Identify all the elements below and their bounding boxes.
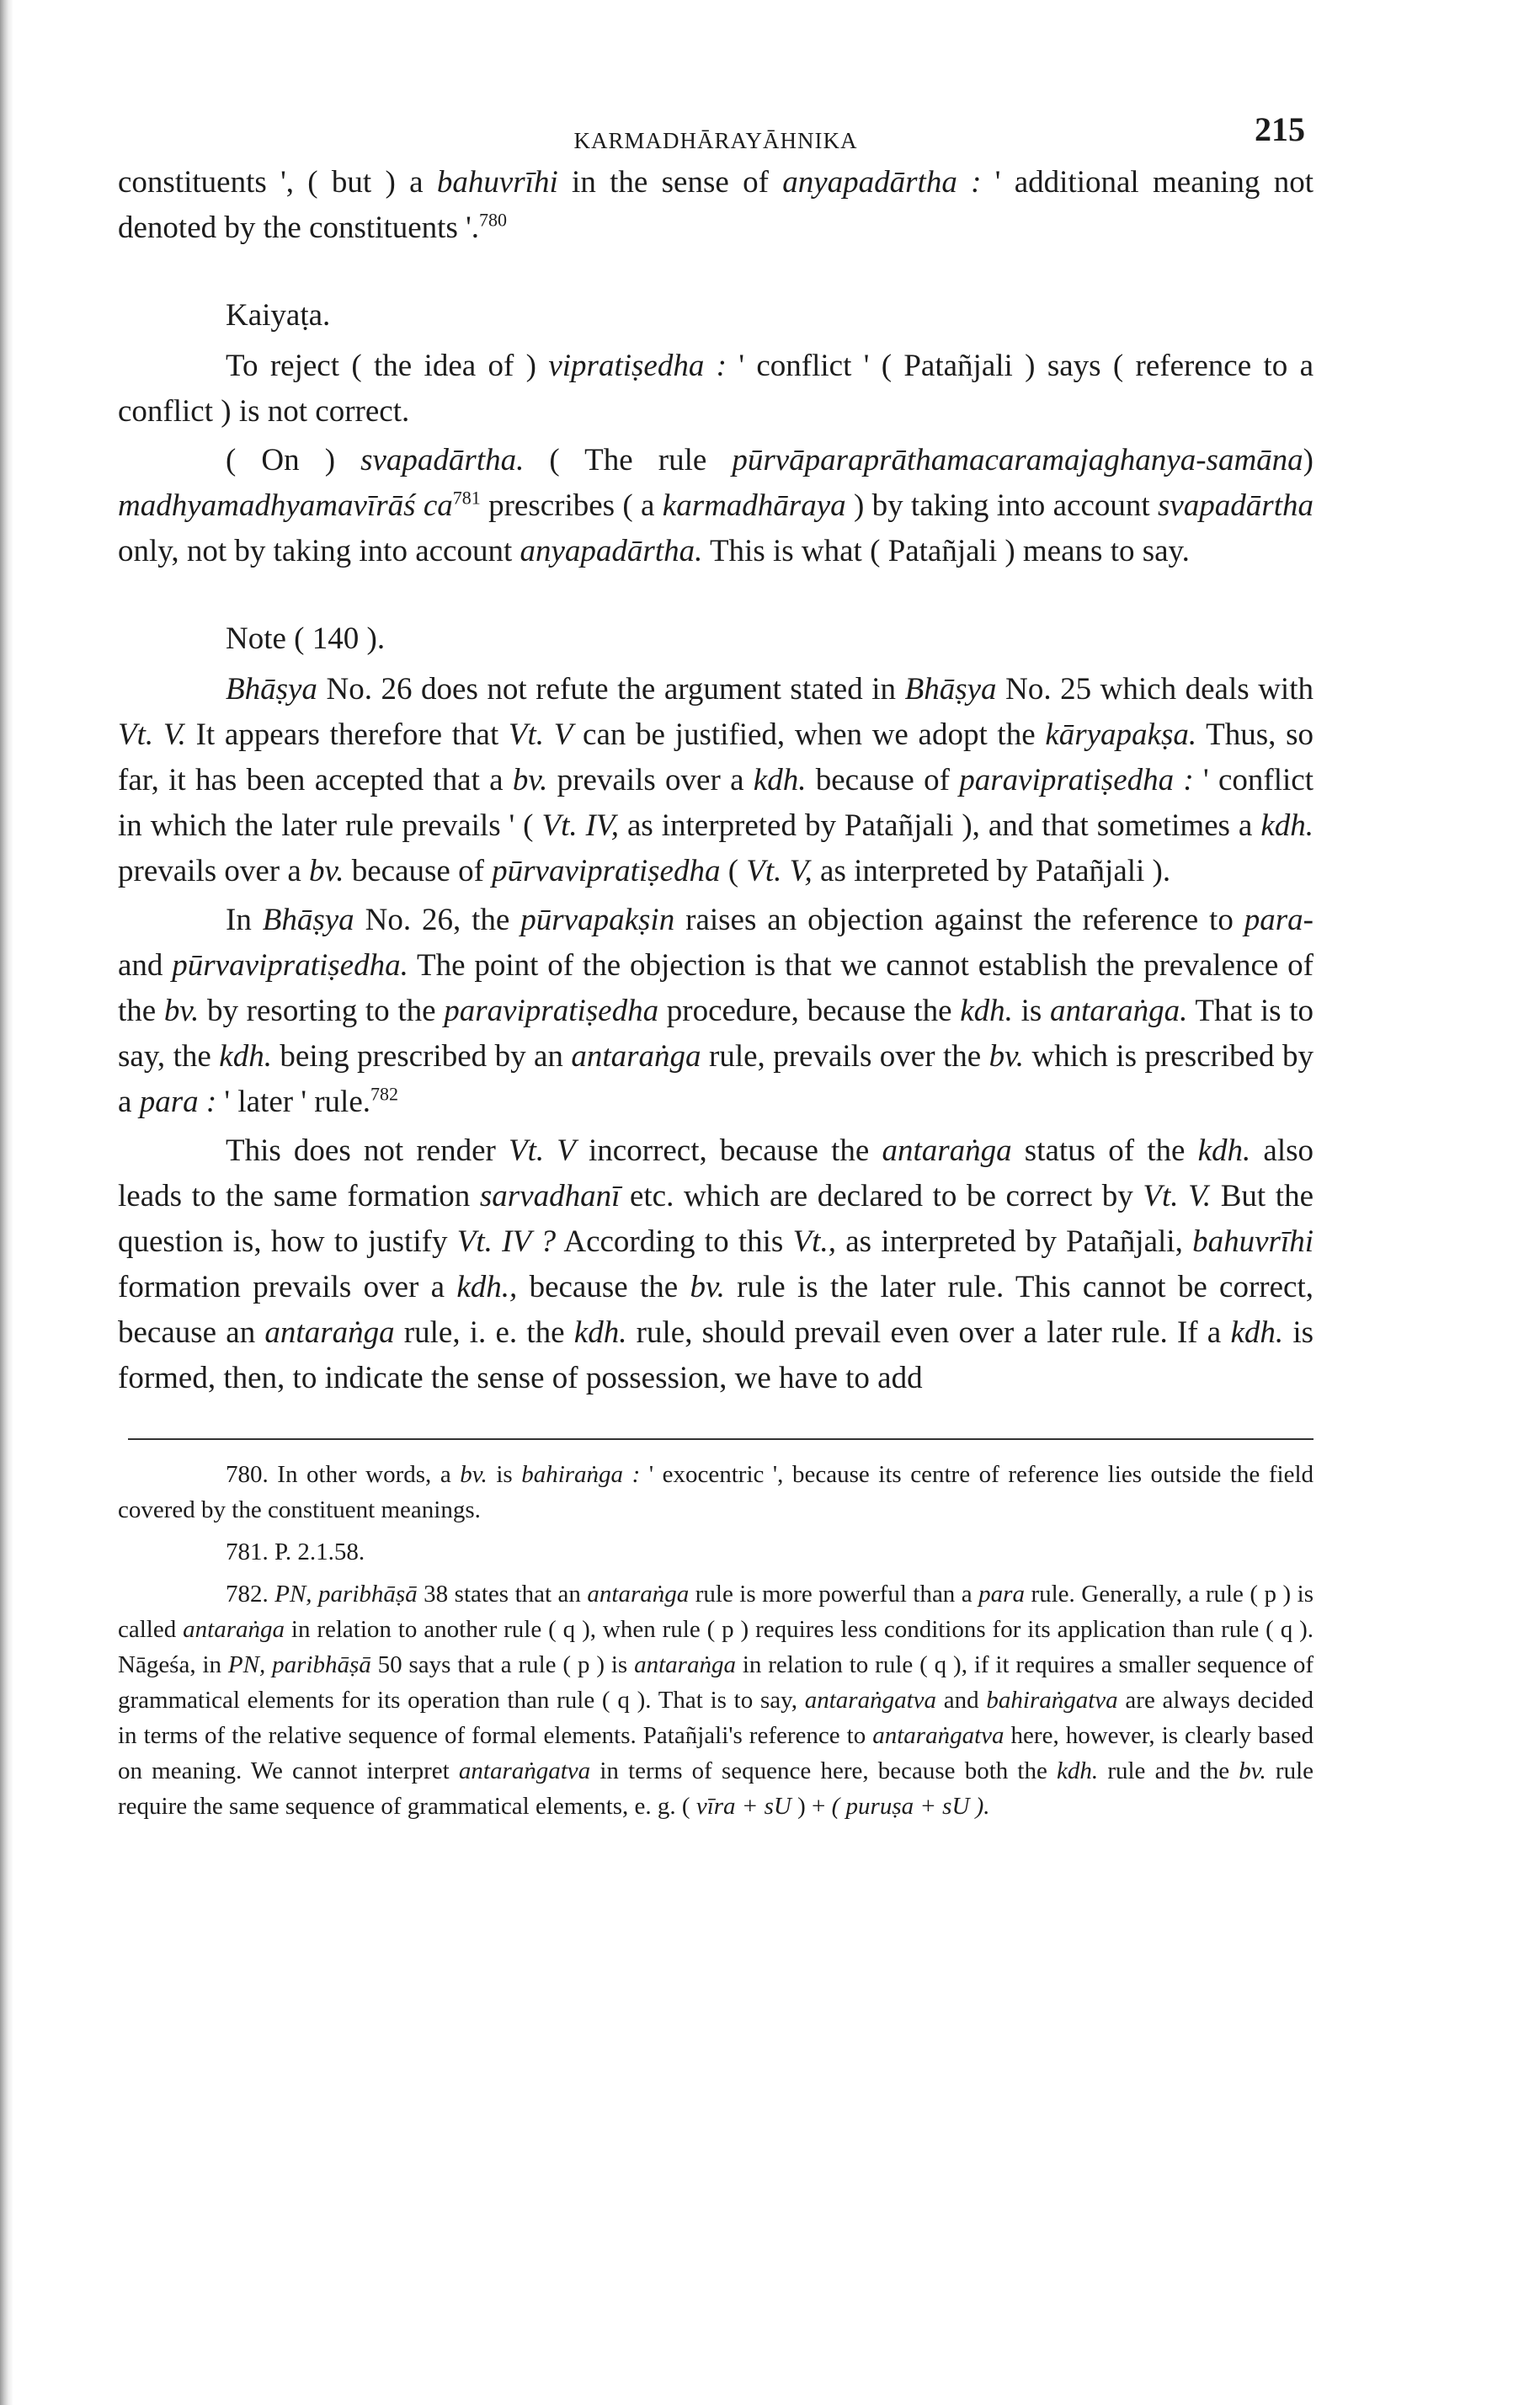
text-run: antaraṅgatva — [458, 1757, 591, 1784]
text-run: para — [978, 1581, 1025, 1608]
text-run: PN, paribhāṣā — [274, 1581, 418, 1608]
text-run: svapadārtha — [1157, 488, 1314, 523]
page-number: 215 — [1255, 110, 1305, 148]
text-run: are always decided in terms of the relative sequence of formal elements. Patañjali's reference to — [118, 1687, 1314, 1749]
text-run: ) — [1303, 443, 1314, 477]
paragraph — [118, 344, 1314, 435]
text-run: as interpreted by Patañjali ), and that sometimes a — [618, 808, 1261, 843]
text-run: incorrect, because the — [575, 1133, 882, 1168]
text-run: bv. — [690, 1270, 725, 1304]
text-run: kdh. — [219, 1039, 272, 1074]
text-run: para : — [139, 1085, 217, 1119]
text-run: and — [936, 1687, 987, 1714]
section-heading — [118, 293, 1314, 339]
text-run: in relation to another rule ( q ), when rule ( p ) requires less conditions for its application than rule ( q ). Nāgeśa, in — [118, 1616, 1314, 1678]
text-run: Vt. IV, — [541, 808, 619, 843]
text-run: Vt. V. — [1143, 1179, 1212, 1213]
text-run: bahuvrīhi — [1192, 1224, 1314, 1259]
paragraph — [118, 667, 1314, 894]
text-run: Vt. V — [508, 1133, 576, 1168]
text-run: But the question is, how to justify — [118, 1179, 1314, 1259]
text-run: 38 states that an — [417, 1581, 588, 1608]
text-run: only, not by taking into account — [118, 534, 520, 568]
text-run: antaraṅga — [587, 1581, 690, 1608]
text-run: Note ( 140 ). — [226, 621, 386, 656]
text-run: No. 25 which deals with — [996, 672, 1314, 707]
paragraph — [118, 1128, 1314, 1401]
text-run: 782. — [226, 1581, 275, 1608]
text-run: 780. In other words, a — [226, 1461, 461, 1488]
text-run: 781. P. 2.1.58. — [226, 1538, 365, 1565]
text-run: kdh. — [753, 763, 807, 797]
text-run: kāryapakṣa. — [1045, 717, 1197, 752]
text-run: Vt. IV ? — [456, 1224, 557, 1259]
text-run: kdh. — [1260, 808, 1314, 843]
text-run: Vt., — [792, 1224, 836, 1259]
text-run: ' exocentric ', because its centre of reference lies outside the field covered by the constituent meanings. — [118, 1461, 1314, 1523]
text-run: ' conflict in which the later rule prevails ' ( — [118, 763, 1314, 843]
footnote — [118, 1457, 1314, 1528]
text-run: pūrvavipratiṣedha. — [172, 948, 408, 983]
text-run: ' additional meaning not denoted by the constituents '. — [118, 165, 1314, 245]
text-run: in relation to rule ( q ), if it requires a smaller sequence of grammatical elements for its operation than rule ( q ). That is to say, — [118, 1651, 1314, 1714]
text-run: being prescribed by an — [271, 1039, 572, 1074]
text-run: ' conflict ' ( Patañjali ) says ( reference to a conflict ) is not correct. — [118, 349, 1314, 429]
text-run: paravipratiṣedha — [444, 994, 659, 1028]
text-run: procedure, because the — [658, 994, 961, 1028]
text-run: rule and the — [1098, 1757, 1239, 1784]
text-run: antaraṅgatva — [804, 1687, 937, 1714]
text-run: ' later ' rule. — [216, 1085, 371, 1119]
text-run: According to this — [556, 1224, 793, 1259]
text-run: paravipratiṣedha : — [959, 763, 1194, 797]
text-run: The point of the objection is that we cannot establish the prevalence of the — [118, 948, 1314, 1028]
text-run: anyapadārtha : — [782, 165, 982, 200]
text-run: by resorting to the — [199, 994, 445, 1028]
footnote — [118, 1576, 1314, 1824]
text-run: kdh. — [573, 1315, 627, 1350]
text-run: which is prescribed by a — [118, 1039, 1314, 1119]
text-run: bv. — [163, 994, 200, 1028]
text-run: That is to say, the — [118, 994, 1314, 1074]
text-run: ( — [720, 854, 747, 888]
scan-edge — [0, 0, 13, 2405]
text-run: Bhāṣya — [262, 903, 354, 937]
text-run: No. 26 does not refute the argument stated in — [317, 672, 905, 707]
text-run: etc. which are declared to be correct by — [620, 1179, 1143, 1213]
text-run: bv. — [512, 763, 548, 797]
text-run: pūrvāparaprāthamacaramajaghanya-samāna — [732, 443, 1303, 477]
text-run: here, however, is clearly based on meaning. We cannot interpret — [118, 1722, 1314, 1784]
text-run: ( puruṣa + sU ). — [831, 1793, 990, 1820]
text-run: antaraṅga. — [1049, 994, 1188, 1028]
footnote-ref: 781 — [452, 487, 481, 509]
text-run: bahiraṅga : — [521, 1461, 641, 1488]
text-run: kdh. — [1197, 1133, 1251, 1168]
text-run: kdh. — [960, 994, 1013, 1028]
text-run: ) by taking into account — [845, 488, 1158, 523]
text-run: antaraṅga — [571, 1039, 701, 1074]
text-run: is — [1012, 994, 1050, 1028]
text-run: as interpreted by Patañjali, — [835, 1224, 1193, 1259]
text-run: in the sense of — [557, 165, 783, 200]
text-run: bv. — [460, 1461, 488, 1488]
text-run: bv. — [309, 854, 344, 888]
text-run: in terms of sequence here, because both the — [590, 1757, 1058, 1784]
text-run: karmadhāraya — [662, 488, 846, 523]
text-run: prescribes ( a — [480, 488, 663, 523]
text-run: sarvadhanī — [479, 1179, 621, 1213]
text-run: 50 says that a rule ( p ) is — [370, 1651, 635, 1678]
footnotes — [118, 1457, 1314, 1824]
text-run: pūrvapakṣin — [520, 903, 675, 937]
section-heading — [118, 616, 1314, 662]
text-run: PN, paribhāṣā — [227, 1651, 371, 1678]
text-run: It appears therefore that — [185, 717, 509, 752]
text-run: rule is more powerful than a — [689, 1581, 979, 1608]
text-run: Vt. V. — [118, 717, 186, 752]
text-run: pūrvavipratiṣedha — [492, 854, 721, 888]
paragraph — [118, 898, 1314, 1125]
text-run: bahiraṅgatva — [986, 1687, 1118, 1714]
paragraph — [118, 160, 1314, 251]
footnote-rule — [128, 1438, 1314, 1440]
text-run: status of the — [1011, 1133, 1198, 1168]
text-run: ( On ) — [226, 443, 361, 477]
paragraph — [118, 438, 1314, 574]
running-head — [118, 101, 1314, 160]
text-run: para- — [1244, 903, 1314, 937]
text-run: This does not render — [226, 1133, 509, 1168]
text-run: and — [118, 948, 173, 983]
text-run: ( The rule — [524, 443, 733, 477]
text-run: antaraṅga — [882, 1133, 1012, 1168]
text-run: anyapadārtha. — [520, 534, 703, 568]
text-run: bv. — [988, 1039, 1025, 1074]
text-run: ) + — [791, 1793, 832, 1820]
text-run: rule is the later rule. This cannot be correct, because an — [118, 1270, 1314, 1350]
text-run: Bhāṣya — [226, 672, 317, 707]
footnote-ref: 782 — [370, 1083, 399, 1105]
text-run: prevails over a — [118, 854, 310, 888]
text-run: formation prevails over a — [118, 1270, 457, 1304]
text-run: rule, prevails over the — [701, 1039, 989, 1074]
text-run: kdh. — [1057, 1757, 1099, 1784]
text-run: No. 26, the — [354, 903, 521, 937]
text-run: as interpreted by Patañjali ). — [812, 854, 1171, 888]
text-run: To reject ( the idea of ) — [226, 349, 549, 383]
text-run: svapadārtha. — [360, 443, 525, 477]
text-run: antaraṅga — [183, 1616, 285, 1643]
footnote — [118, 1534, 1314, 1570]
text-run: is — [487, 1461, 522, 1488]
text-run: rule, should prevail even over a later rule. If a — [626, 1315, 1231, 1350]
text-run: Thus, so far, it has been accepted that a — [118, 717, 1314, 797]
text-run: raises an objection against the reference to — [674, 903, 1244, 937]
text-run: Vt. V, — [746, 854, 813, 888]
text-run: bahuvrīhi — [436, 165, 558, 200]
text-run: also leads to the same formation — [118, 1133, 1314, 1213]
text-run: vīra + sU — [695, 1793, 791, 1820]
text-run: Bhāṣya — [904, 672, 997, 707]
text-run: because the — [517, 1270, 690, 1304]
text-run: because of — [806, 763, 960, 797]
text-run: Kaiyaṭa. — [226, 298, 331, 333]
text-run: bv. — [1239, 1757, 1266, 1784]
footnote-ref: 780 — [479, 209, 508, 231]
text-run: antaraṅga — [634, 1651, 736, 1678]
text-run: rule. Generally, a rule ( p ) is called — [118, 1581, 1314, 1643]
text-run: kdh. — [1230, 1315, 1284, 1350]
running-title: KARMADHĀRAYĀHNIKA — [573, 128, 858, 153]
text-run: kdh., — [456, 1270, 518, 1304]
text-run: antaraṅga — [264, 1315, 395, 1350]
text-run: because of — [344, 854, 493, 888]
page — [118, 101, 1314, 1831]
text-run: rule require the same sequence of grammatical elements, e. g. ( — [118, 1757, 1314, 1820]
text-run: In — [226, 903, 263, 937]
text-run: can be justified, when we adopt the — [573, 717, 1046, 752]
body-text — [118, 160, 1314, 1401]
text-run: antaraṅgatva — [872, 1722, 1004, 1749]
text-run: vipratiṣedha : — [548, 349, 727, 383]
text-run: This is what ( Patañjali ) means to say. — [702, 534, 1190, 568]
text-run: prevails over a — [547, 763, 754, 797]
text-run: rule, i. e. the — [394, 1315, 574, 1350]
text-run: madhyamadhyamavīrāś ca — [118, 488, 453, 523]
text-run: is formed, then, to indicate the sense of possession, we have to add — [118, 1315, 1314, 1395]
text-run: Vt. V — [508, 717, 573, 752]
text-run: constituents ', ( but ) a — [118, 165, 437, 200]
